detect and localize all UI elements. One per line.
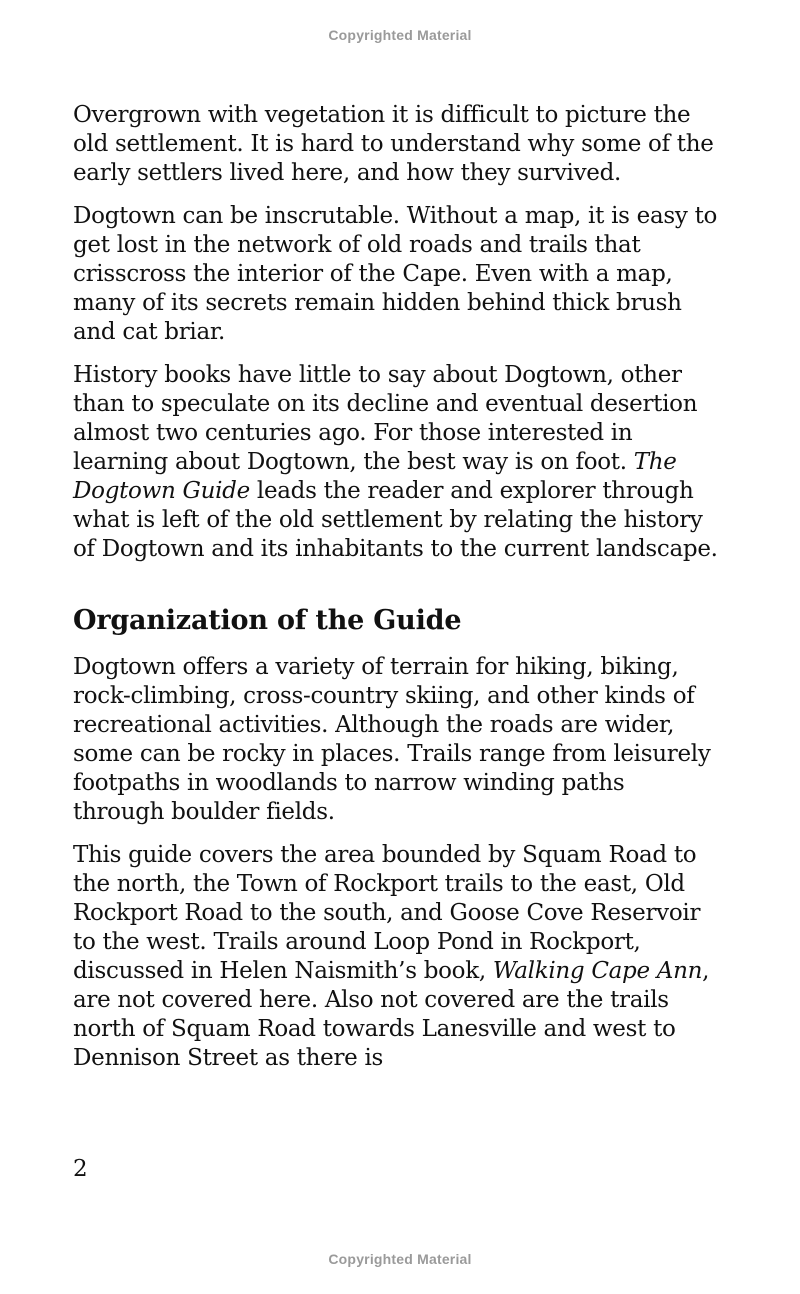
paragraph-3-text-start: History books have little to say about Dogtown, other than to speculate on its decline and eventual desertion almost two centuries ago. For those interested in learning about Dogtown, the best way is on foot. bbox=[73, 362, 698, 475]
paragraph-2: Dogtown can be inscrutable. Without a map, it is easy to get lost in the network of old roads and trails that crisscross the interior of the Cape. Even with a map, many of its secrets remain hidden behind thick brush and cat briar. bbox=[73, 203, 718, 345]
page-body bbox=[73, 101, 718, 1087]
copyright-watermark-bottom: Copyrighted Material bbox=[328, 1251, 472, 1267]
paragraph-5 bbox=[73, 841, 718, 1073]
paragraph-3 bbox=[73, 361, 718, 564]
paragraph-4: Dogtown offers a variety of terrain for hiking, biking, rock-climbing, cross-country skiing, and other kinds of recreational activities. Although the roads are wider, some can be rocky in places. Trails range from leisurely footpaths in woodlands to narrow winding paths through boulder fields. bbox=[73, 654, 711, 825]
paragraph-1: Overgrown with vegetation it is difficult to picture the old settlement. It is hard to understand why some of the early settlers lived here, and how they survived. bbox=[73, 102, 714, 186]
book-title-dogtown-guide: The Dogtown Guide bbox=[73, 449, 677, 504]
copyright-watermark-top: Copyrighted Material bbox=[328, 27, 472, 43]
page-number: 2 bbox=[73, 1156, 88, 1182]
paragraph-5-text-start: This guide covers the area bounded by Squam Road to the north, the Town of Rockport trails to the east, Old Rockport Road to the south, and Goose Cove Reservoir to the west. Trails around Loop Pond in Rockport, discussed in Helen Naismith’s book, bbox=[73, 842, 701, 984]
book-title-walking-cape-ann: Walking Cape Ann bbox=[492, 958, 703, 984]
section-heading: Organization of the Guide bbox=[73, 605, 462, 636]
paragraph-5-text-end: , are not covered here. Also not covered are the trails north of Squam Road towards Lanesville and west to Dennison Street as there is bbox=[73, 958, 710, 1071]
paragraph-3-text-end: leads the reader and explorer through what is left of the old settlement by relating the history of Dogtown and its inhabitants to the current landscape. bbox=[73, 478, 718, 562]
